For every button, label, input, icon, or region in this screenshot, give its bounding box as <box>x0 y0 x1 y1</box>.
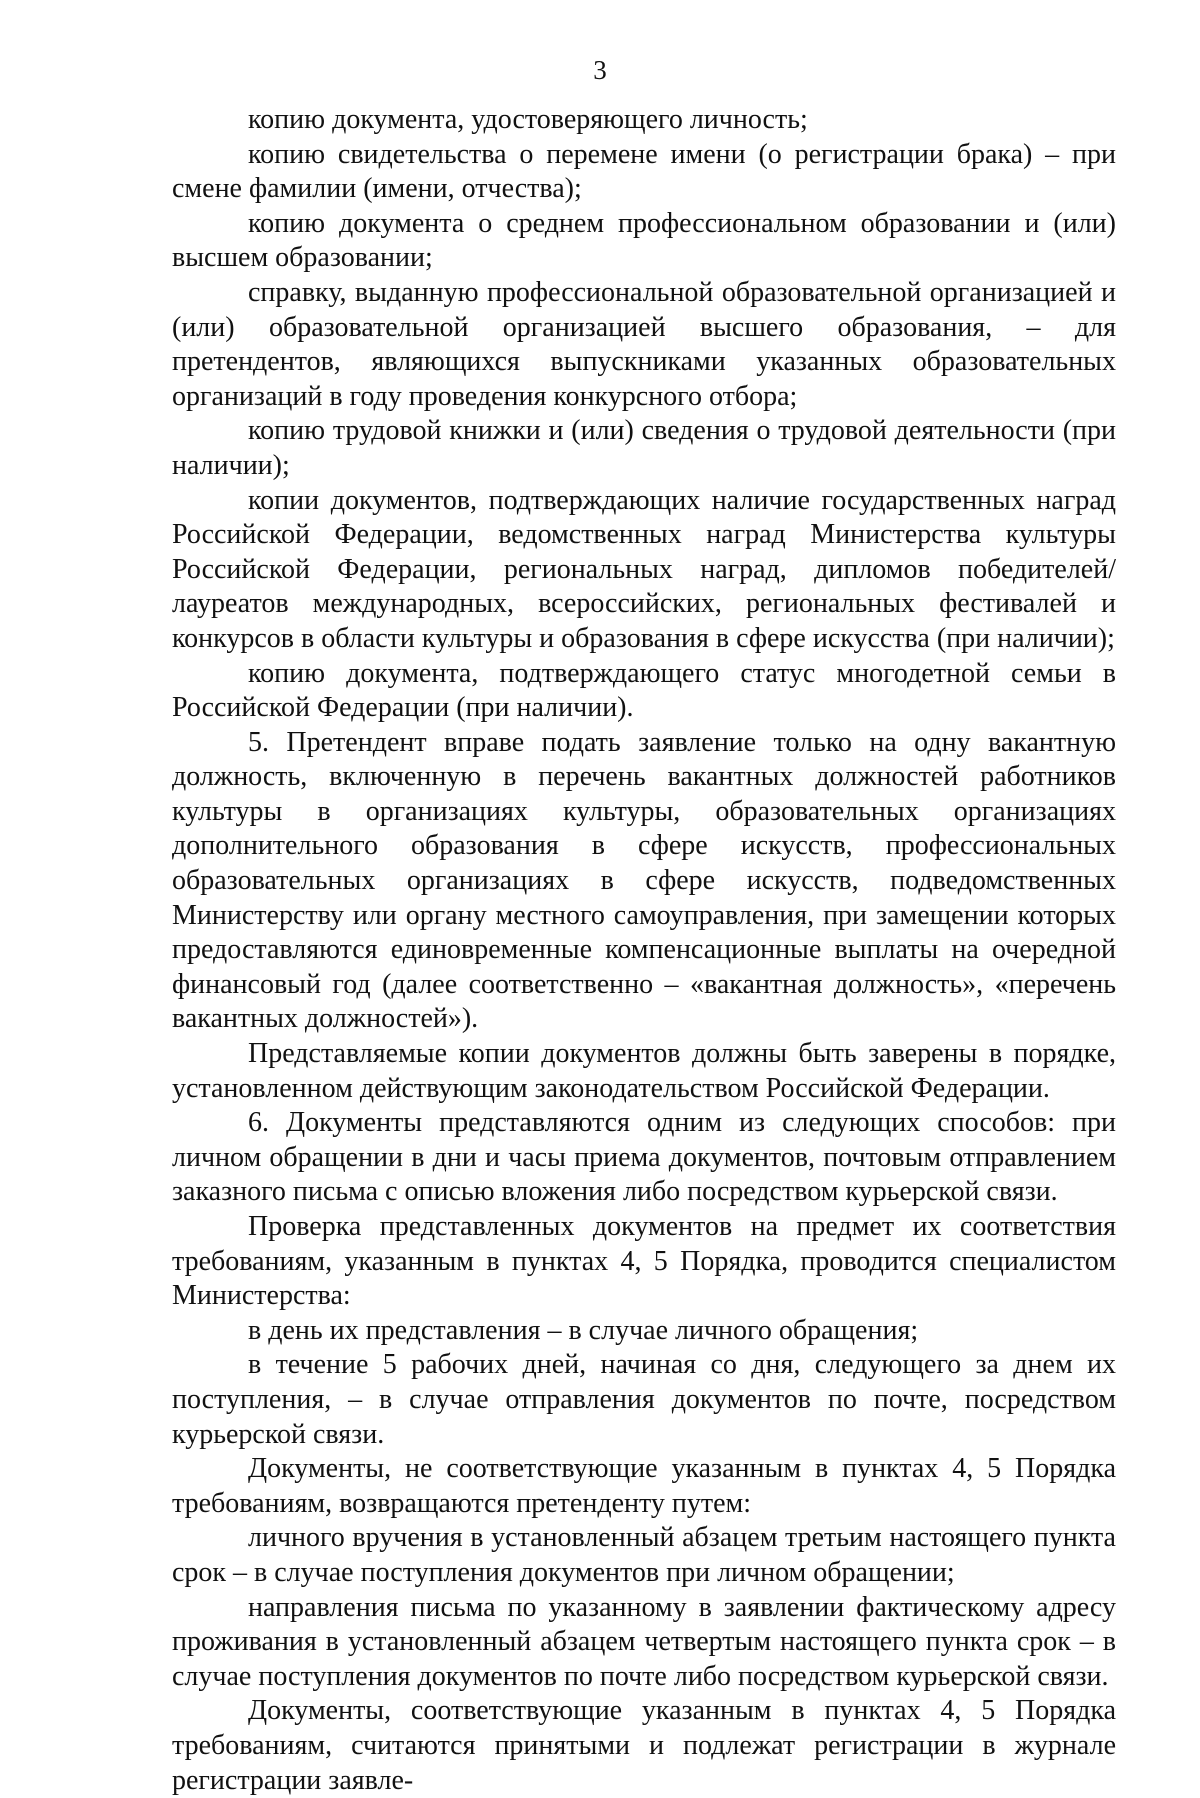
paragraph: в день их представления – в случае личного обращения; <box>248 1314 919 1346</box>
paragraph: копию документа, удостоверяющего личность; <box>248 104 808 135</box>
paragraph: копии документов, подтверждающих наличие государственных наград Российской Федерации, ведомственных наград Министерства культуры Российской Федерации, региональных наград, дипломов победителей/лауреатов международных, всероссийских, региональных фестивалей и конкурсов в области культуры и образования в сфере искусства (при наличии); <box>172 484 1116 654</box>
paragraph: Документы, соответствующие указанным в пунктах 4, 5 Порядка требованиям, считаются принятыми и подлежат регистрации в журнале регистрации заявле- <box>172 1695 1116 1796</box>
paragraph: справку, выданную профессиональной образовательной организацией и (или) образовательной организацией высшего образования, – для претендентов, являющихся выпускниками указанных образовательных организаций в году проведения конкурсного отбора; <box>172 276 1116 412</box>
paragraph: направления письма по указанному в заявлении фактическому адресу проживания в установленный абзацем четвертым настоящего пункта срок – в случае поступления документов по почте либо посредством курьерской связи. <box>172 1591 1116 1692</box>
paragraph: копию документа о среднем профессиональном образовании и (или) высшем образовании; <box>172 207 1116 274</box>
paragraph-item-6: 6. Документы представляются одним из следующих способов: при личном обращении в дни и часы приема документов, почтовым отправлением заказного письма с описью вложения либо посредством курьерской связи. <box>172 1107 1116 1208</box>
paragraph: в течение 5 рабочих дней, начиная со дня, следующего за днем их поступления, – в случае отправления документов по почте, посредством курьерской связи. <box>172 1349 1116 1450</box>
paragraph-item-5: 5. Претендент вправе подать заявление только на одну вакантную должность, включенную в перечень вакантных должностей работников культуры в организациях культуры, образовательных организациях дополнительного образования в сфере искусств, профессиональных образовательных организациях в сфере искусств, подведомственных Министерству или органу местного самоуправления, при замещении которых предоставляются единовременные компенсационные выплаты на очередной финансовый год (далее соответственно – «вакантная должность», «перечень вакантных должностей»). <box>172 726 1116 1035</box>
page-number: 3 <box>593 55 607 85</box>
paragraph: копию свидетельства о перемене имени (о регистрации брака) – при смене фамилии (имени, отчества); <box>172 138 1116 205</box>
paragraph: личного вручения в установленный абзацем третьим настоящего пункта срок – в случае поступления документов при личном обращении; <box>172 1522 1116 1588</box>
paragraph: Проверка представленных документов на предмет их соответствия требованиям, указанным в пунктах 4, 5 Порядка, проводится специалистом Министерства: <box>172 1211 1116 1312</box>
paragraph: копию трудовой книжки и (или) сведения о трудовой деятельности (при наличии); <box>172 415 1116 481</box>
paragraph: Документы, не соответствующие указанным в пунктах 4, 5 Порядка требованиям, возвращаются претенденту путем: <box>172 1453 1116 1519</box>
document-body <box>172 103 1116 1798</box>
paragraph: Представляемые копии документов должны быть заверены в порядке, установленном действующим законодательством Российской Федерации. <box>172 1038 1116 1104</box>
paragraph: копию документа, подтверждающего статус многодетной семьи в Российской Федерации (при наличии). <box>172 657 1116 724</box>
